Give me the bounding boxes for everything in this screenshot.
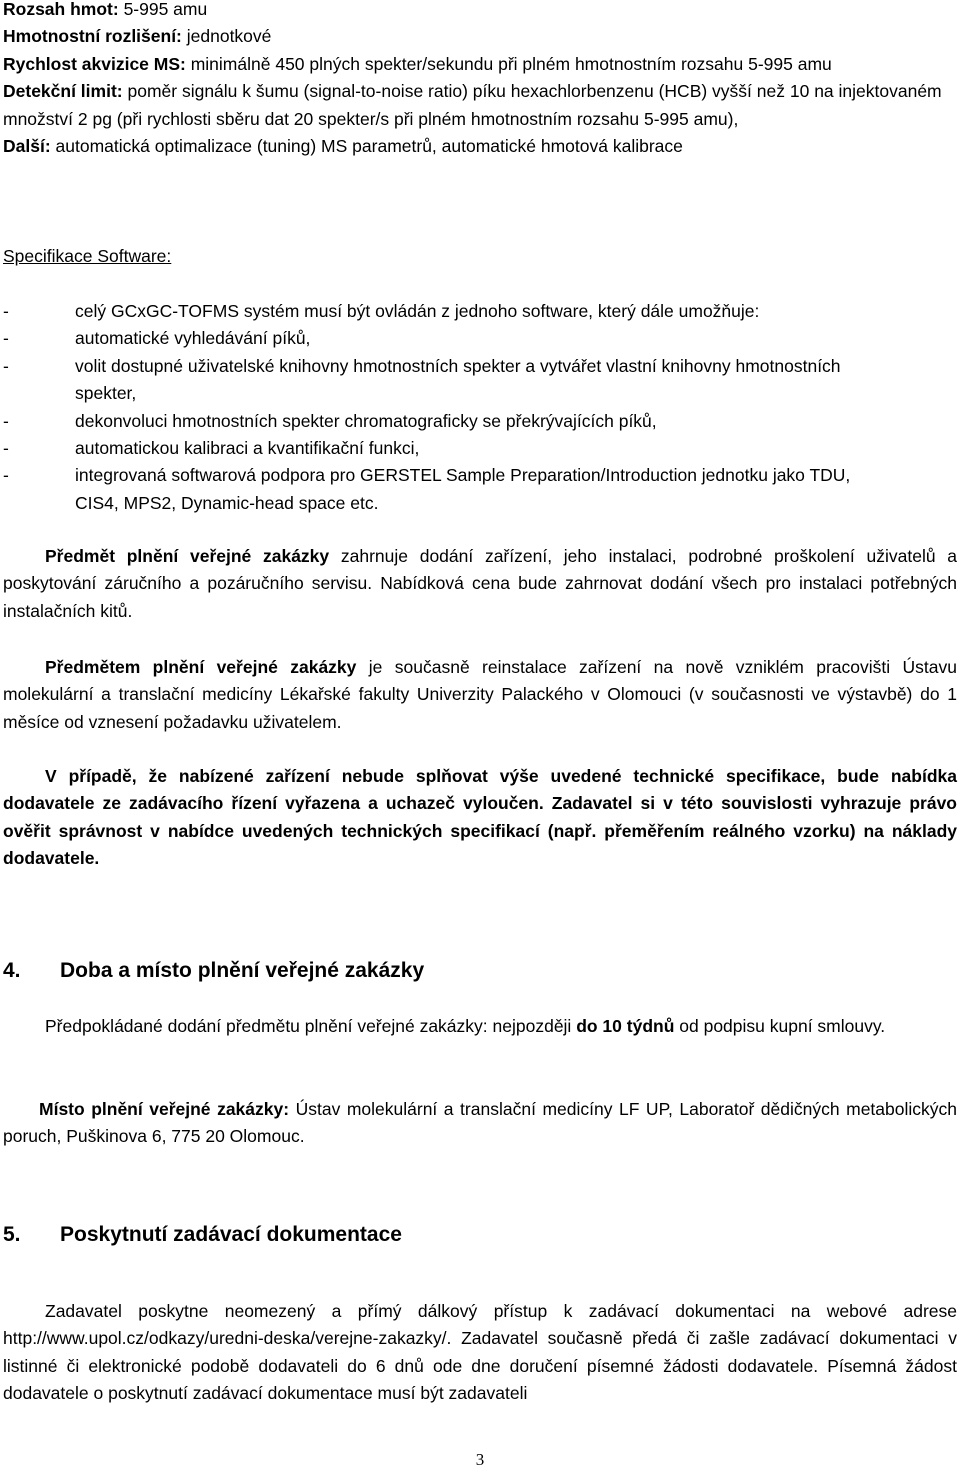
- list-item: - dekonvoluci hmotnostních spekter chromatograficky se překrývajících píků,: [3, 410, 657, 431]
- spec-detection: Detekční limit: poměr signálu k šumu (signal-to-noise ratio) píku hexachlorbenzenu (HCB) vyšší než 10 na injektovaném množství 2 pg (při rychlosti sběru dat 20 spekter/s při plném hmotnostním rozsahu 5-995 amu),: [3, 81, 942, 129]
- paragraph-reinstall: Předmětem plnění veřejné zakázky je současně reinstalace zařízení na nově vzniklém pracovišti Ústavu molekulární a translační medicíny Lékařské fakulty Univerzity Palackého v Olomouci (v současnosti ve výstavbě) do 1 měsíce od vznesení požadavku uživatelem.: [3, 657, 957, 732]
- spec-resolution: Hmotnostní rozlišení: jednotkové: [3, 26, 272, 47]
- list-item: - integrovaná softwarová podpora pro GERSTEL Sample Preparation/Introduction jednotku jako TDU, CIS4, MPS2, Dynamic-head space etc.: [3, 465, 851, 513]
- section-4-delivery: Předpokládané dodání předmětu plnění veřejné zakázky: nejpozději do 10 týdnů od podpisu kupní smlouvy.: [45, 1016, 886, 1036]
- list-item: - celý GCxGC-TOFMS systém musí být ovládán z jednoho software, který dále umožňuje:: [3, 301, 760, 321]
- spec-range: Rozsah hmot: 5-995 amu: [3, 0, 208, 19]
- section-5-text: Zadavatel poskytne neomezený a přímý dálkový přístup k zadávací dokumentaci na webové adrese http://www.upol.cz/odkazy/uredni-deska/verejne-zakazky/. Zadavatel současně předá či zašle zadávací dokumentaci v listinné či elektronické podobě dodavateli do 6 dnů ode dne doručení písemné žádosti dodavatele. Písemná žádost dodavatele o poskytnutí zadávací dokumentace musí být zadavateli: [3, 1301, 957, 1404]
- section-4-heading: 4. Doba a místo plnění veřejné zakázky: [3, 959, 425, 982]
- section-4-place: Místo plnění veřejné zakázky: Ústav molekulární a translační medicíny LF UP, Laboratoř dědičných metabolických poruch, Puškinova 6, 775 20 Olomouc.: [3, 1099, 957, 1147]
- software-heading: Specifikace Software:: [3, 246, 172, 266]
- paragraph-subject: Předmět plnění veřejné zakázky zahrnuje dodání zařízení, jeho instalaci, podrobné proškolení uživatelů a poskytování záručního a pozáručního servisu. Nabídková cena bude zahrnovat dodání všech pro instalaci potřebných instalačních kitů.: [3, 546, 958, 621]
- spec-other: Další: automatická optimalizace (tuning) MS parametrů, automatické hmotová kalibrace: [3, 136, 683, 157]
- spec-block: [3, 0, 957, 160]
- page-number: 3: [475, 1450, 485, 1469]
- section-5-heading: 5. Poskytnutí zadávací dokumentace: [3, 1223, 402, 1246]
- spec-speed: Rychlost akvizice MS: minimálně 450 plných spekter/sekundu při plném hmotnostním rozsahu 5-995 amu: [3, 53, 832, 74]
- software-list: [3, 298, 863, 517]
- list-item: - automatickou kalibraci a kvantifikační funkci,: [3, 438, 420, 459]
- paragraph-disqualification: V případě, že nabízené zařízení nebude splňovat výše uvedené technické specifikace, bude nabídka dodavatele ze zadávacího řízení vyřazena a uchazeč vyloučen. Zadavatel si v této souvislosti vyhrazuje právo ověřit správnost v nabídce uvedených technických specifikací (např. přeměřením reálného vzorku) na náklady dodavatele.: [3, 766, 957, 869]
- list-item: - volit dostupné uživatelské knihovny hmotnostních spekter a vytvářet vlastní knihovny hmotnostních spekter,: [3, 355, 841, 404]
- list-item: - automatické vyhledávání píků,: [3, 328, 311, 349]
